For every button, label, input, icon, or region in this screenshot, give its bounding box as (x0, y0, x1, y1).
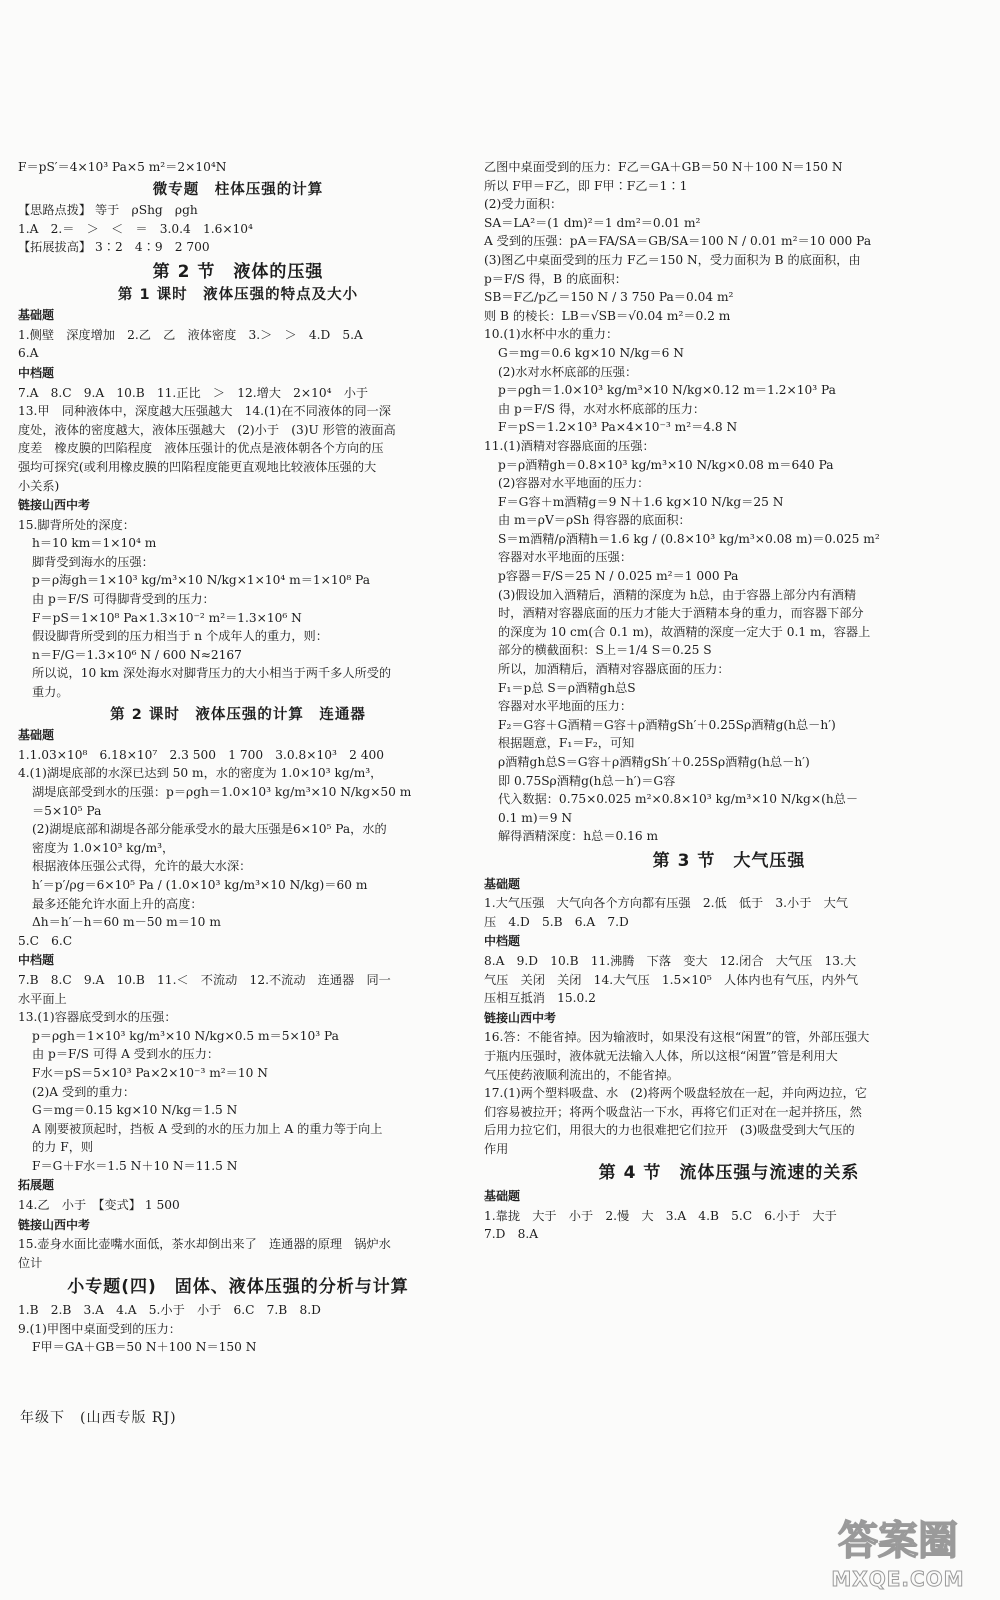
subsection-label: 链接山西中考 (18, 1217, 91, 1232)
answer-line: F₁＝p总 S＝ρ酒精gh总S (498, 680, 636, 695)
answer-line: G＝mg＝0.15 kg×10 N/kg＝1.5 N (32, 1103, 238, 1118)
answer-line: A 刚要被顶起时，挡板 A 受到的水的压力加上 A 的重力等于向上 (32, 1121, 383, 1136)
answer-line: 重力。 (32, 685, 69, 700)
answer-line: 10.(1)水杯中水的重力： (484, 327, 619, 342)
answer-line: 11.(1)酒精对容器底面的压强： (484, 438, 655, 453)
answer-line: SB＝F乙/p乙＝150 N / 3 750 Pa＝0.04 m² (484, 290, 734, 305)
answer-line: 1.大气压强 大气向各个方向都有压强 2.低 低于 3.小于 大气 (484, 896, 848, 911)
answer-line: F＝pS＝1.2×10³ Pa×4×10⁻³ m²＝4.8 N (498, 420, 738, 435)
watermark-url: MXQE.COM (831, 1567, 965, 1591)
answer-line: 度处，液体的密度越大，液体压强越大 (2)小于 (3)U 形管的液面高 (18, 422, 396, 437)
answer-line: 时，酒精对容器底面的压力才能大于酒精本身的重力，而容器下部分 (498, 606, 864, 621)
answer-line: (2)湖堤底部和湖堤各部分能承受水的最大压强是6×10⁵ Pa，水的 (32, 822, 387, 837)
answer-line: 们容易被拉开；将两个吸盘沾一下水，再将它们正对在一起并挤压，然 (484, 1104, 862, 1119)
answer-line: 5.C 6.C (18, 933, 73, 948)
answer-line: S＝m酒精/ρ酒精h＝1.6 kg / (0.8×10³ kg/m³×0.08 m)＝0.025 m² (498, 531, 880, 546)
answer-line: 代入数据：0.75×0.025 m²×0.8×10³ kg/m³×10 N/kg×(h总－ (498, 792, 859, 807)
answer-line: p＝ρgh＝1×10³ kg/m³×10 N/kg×0.5 m＝5×10³ Pa (32, 1028, 339, 1043)
answer-line: F＝G容＋m酒精g＝9 N＋1.6 kg×10 N/kg＝25 N (498, 494, 784, 509)
answer-line: ＝5×10⁵ Pa (32, 803, 102, 818)
answer-line: 的力 F，则 (32, 1140, 94, 1155)
answer-line: SA＝LA²＝(1 dm)²＝1 dm²＝0.01 m² (484, 215, 701, 230)
answer-line: 16.答：不能省掉。因为输液时，如果没有这根“闲置”的管，外部压强大 (484, 1030, 870, 1045)
answer-line: h′＝p′/ρg＝6×10⁵ Pa / (1.0×10³ kg/m³×10 N/kg)＝60 m (32, 877, 368, 892)
left-column (18, 158, 458, 1357)
answer-line: 根据液体压强公式得，允许的最大水深： (32, 859, 252, 874)
answer-line: 最多还能允许水面上升的高度： (32, 896, 203, 911)
answer-line: p＝ρ酒精gh＝0.8×10³ kg/m³×10 N/kg×0.08 m＝640 Pa (498, 457, 834, 472)
answer-line: F甲＝GA＋GB＝50 N＋100 N＝150 N (32, 1340, 257, 1355)
answer-line: 14.乙 小于 【变式】 1 500 (18, 1198, 180, 1213)
subsection-label: 拓展题 (18, 1178, 55, 1193)
answer-line: 13.甲 同种液体中，深度越大压强越大 14.(1)在不同液体的同一深 (18, 404, 391, 419)
answer-line: 7.D 8.A (484, 1227, 539, 1242)
answer-line: 由 m＝ρV＝ρSh 得容器的底面积： (498, 513, 691, 528)
answer-line: p容器＝F/S＝25 N / 0.025 m²＝1 000 Pa (498, 569, 739, 584)
answer-line: 根据题意，F₁＝F₂，可知 (498, 736, 635, 751)
answer-line: p＝ρ海gh＝1×10³ kg/m³×10 N/kg×1×10⁴ m＝1×10⁸ Pa (32, 573, 371, 588)
answer-line: 由 p＝F/S 可得脚背受到的压力： (32, 592, 215, 607)
answer-line: 容器对水平地面的压强： (498, 550, 633, 565)
answer-line: 则 B 的棱长：LB＝√SB＝√0.04 m²＝0.2 m (484, 308, 731, 323)
watermark-title: 答案圈 (838, 1518, 958, 1564)
answer-line: 位计 (18, 1255, 43, 1270)
answer-line: 0.1 m)＝9 N (498, 810, 573, 825)
answer-line: 作用 (484, 1141, 509, 1156)
answer-line: h＝10 km＝1×10⁴ m (32, 536, 157, 551)
answer-line: 由 p＝F/S 得，水对水杯底部的压力： (498, 401, 706, 416)
subsection-label: 中档题 (18, 953, 55, 968)
answer-line: 水平面上 (18, 991, 67, 1006)
answer-line: 解得酒精深度：h总＝0.16 m (498, 829, 659, 844)
answer-line: A 受到的压强：pA＝FA/SA＝GB/SA＝100 N / 0.01 m²＝10 000 Pa (484, 234, 872, 249)
answer-line: 于瓶内压强时，液体就无法输入人体，所以这根“闲置”管是利用大 (484, 1048, 838, 1063)
answer-line: 密度为 1.0×10³ kg/m³， (32, 840, 175, 855)
answer-line: 由 p＝F/S 可得 A 受到水的压力： (32, 1047, 220, 1062)
answer-line: 假设脚背所受到的压力相当于 n 个成年人的重力，则： (32, 629, 328, 644)
answer-line: 13.(1)容器底受到水的压强： (18, 1010, 177, 1025)
answer-line: 强均可探究(或利用橡皮膜的凹陷程度能更直观地比较液体压强的大 (18, 459, 377, 474)
answer-line: 1.1.03×10⁸ 6.18×10⁷ 2.3 500 1 700 3.0.8×10³ 2 400 (18, 747, 384, 762)
answer-line: 气压使药液顺利流出的，不能省掉。 (484, 1067, 679, 1082)
answer-line: F水＝pS＝5×10³ Pa×2×10⁻³ m²＝10 N (32, 1065, 268, 1080)
answer-line: 乙图中桌面受到的压力：F乙＝GA＋GB＝50 N＋100 N＝150 N (484, 160, 843, 174)
subsection-label: 基础题 (18, 728, 55, 743)
answer-line: F₂＝G容＋G酒精＝G容＋ρ酒精gSh′＋0.25Sρ酒精g(h总－h′) (498, 717, 836, 732)
answer-line: 6.A (18, 346, 39, 361)
answer-line: 所以，加酒精后，酒精对容器底面的压力： (498, 662, 730, 677)
answer-line: 【思路点拨】 等于 ρShg ρgh (18, 203, 198, 218)
answer-line: 后用力拉它们，用很大的力也很难把它们拉开 (3)吸盘受到大气压的 (484, 1123, 855, 1138)
page-footer: 年级下 (山西专版 RJ) (20, 1410, 177, 1426)
answer-line: 【拓展拔高】 3∶2 4∶9 2 700 (18, 240, 210, 255)
answer-line: 15.壶身水面比壶嘴水面低，茶水却倒出来了 连通器的原理 锅炉水 (18, 1237, 391, 1252)
answer-line: 脚背受到海水的压强： (32, 554, 154, 569)
answer-line: p＝ρgh＝1.0×10³ kg/m³×10 N/kg×0.12 m＝1.2×10³ Pa (498, 383, 836, 398)
answer-line: 15.脚背所处的深度： (18, 517, 135, 532)
lesson-heading: 微专题 柱体压强的计算 (152, 181, 324, 198)
answer-line: 的深度为 10 cm(合 0.1 m)，故酒精的深度一定大于 0.1 m，容器上 (498, 624, 871, 639)
answer-line: 小关系) (18, 478, 60, 493)
answer-line: 度差 橡皮膜的凹陷程度 液体压强计的优点是液体朝各个方向的压 (18, 441, 384, 456)
answer-line: F＝G＋F水＝1.5 N＋10 N＝11.5 N (32, 1158, 238, 1173)
subsection-label: 链接山西中考 (484, 1010, 557, 1025)
answer-line: n＝F/G＝1.3×10⁶ N / 600 N≈2167 (32, 647, 242, 662)
answer-line: 9.(1)甲图中桌面受到的压力： (18, 1321, 181, 1336)
answer-line: (3)假设加入酒精后，酒精的深度为 h总，由于容器上部分内有酒精 (498, 587, 857, 602)
subsection-label: 中档题 (18, 365, 55, 380)
answer-line: F＝pS＝1×10⁸ Pa×1.3×10⁻² m²＝1.3×10⁶ N (32, 610, 302, 625)
answer-line: 4.(1)湖堤底部的水深已达到 50 m，水的密度为 1.0×10³ kg/m³， (18, 766, 383, 781)
answer-line: 湖堤底部受到水的压强：p＝ρgh＝1.0×10³ kg/m³×10 N/kg×50 m (32, 785, 412, 799)
answer-line: 7.B 8.C 9.A 10.B 11.＜ 不流动 12.不流动 连通器 同一 (18, 972, 391, 987)
answer-line: F＝pS′＝4×10³ Pa×5 m²＝2×10⁴N (18, 160, 227, 174)
answer-line: (3)图乙中桌面受到的压力 F乙＝150 N，受力面积为 B 的底面积，由 (484, 252, 861, 267)
section-heading: 第 2 节 液体的压强 (152, 261, 324, 282)
answer-line: ρ酒精gh总S＝G容＋ρ酒精gSh′＋0.25Sρ酒精g(h总－h′) (498, 755, 810, 769)
answer-line: p＝F/S 得，B 的底面积： (484, 271, 627, 286)
answer-line: 7.A 8.C 9.A 10.B 11.正比 ＞ 12.增大 2×10⁴ 小于 (18, 385, 369, 400)
section-heading: 第 4 节 流体压强与流速的关系 (598, 1163, 860, 1184)
answer-line: 1.A 2.＝ ＞ ＜ ＝ 3.0.4 1.6×10⁴ (18, 221, 253, 236)
answer-line: Δh＝h′－h＝60 m－50 m＝10 m (32, 915, 221, 930)
lesson-heading: 第 1 课时 液体压强的特点及大小 (117, 286, 359, 303)
subsection-label: 基础题 (18, 308, 55, 323)
watermark-logo (808, 1508, 988, 1592)
answer-line: 1.靠拢 大于 小于 2.慢 大 3.A 4.B 5.C 6.小于 大于 (484, 1208, 837, 1223)
right-column (484, 158, 974, 1244)
section-heading: 小专题(四) 固体、液体压强的分析与计算 (67, 1277, 409, 1298)
subsection-label: 基础题 (484, 876, 521, 891)
answer-line: 部分的横截面积：S上＝1/4 S＝0.25 S (498, 643, 712, 658)
answer-line: 8.A 9.D 10.B 11.沸腾 下落 变大 12.闭合 大气压 13.大 (484, 953, 857, 968)
answer-line: 所以说，10 km 深处海水对脚背压力的大小相当于两千多人所受的 (32, 666, 392, 681)
answer-line: 压相互抵消 15.0.2 (484, 991, 596, 1006)
answer-line: (2)A 受到的重力： (32, 1084, 136, 1099)
answer-line: (2)容器对水平地面的压力： (498, 476, 650, 491)
answer-line: 17.(1)两个塑料吸盘、水 (2)将两个吸盘轻放在一起，并向两边拉，它 (484, 1086, 867, 1101)
answer-line: 压 4.D 5.B 6.A 7.D (484, 914, 629, 929)
answer-line: G＝mg＝0.6 kg×10 N/kg＝6 N (498, 345, 684, 360)
subsection-label: 基础题 (484, 1189, 521, 1204)
answer-line: (2)受力面积： (484, 197, 563, 212)
answer-line: 即 0.75Sρ酒精g(h总－h′)＝G容 (498, 773, 676, 788)
lesson-heading: 第 2 课时 液体压强的计算 连通器 (110, 706, 366, 723)
answer-line: 所以 F甲＝F乙，即 F甲∶F乙＝1∶1 (484, 178, 688, 193)
answer-line: 容器对水平地面的压力： (498, 699, 633, 714)
answer-line: 1.B 2.B 3.A 4.A 5.小于 小于 6.C 7.B 8.D (18, 1303, 321, 1318)
answer-line: 气压 关闭 关闭 14.大气压 1.5×10⁵ 人体内也有气压，内外气 (484, 972, 859, 987)
subsection-label: 中档题 (484, 934, 521, 949)
section-heading: 第 3 节 大气压强 (652, 850, 806, 871)
subsection-label: 链接山西中考 (18, 498, 91, 513)
answer-line: 1.侧壁 深度增加 2.乙 乙 液体密度 3.＞ ＞ 4.D 5.A (18, 327, 363, 342)
answer-line: (2)水对水杯底部的压强： (498, 364, 638, 379)
